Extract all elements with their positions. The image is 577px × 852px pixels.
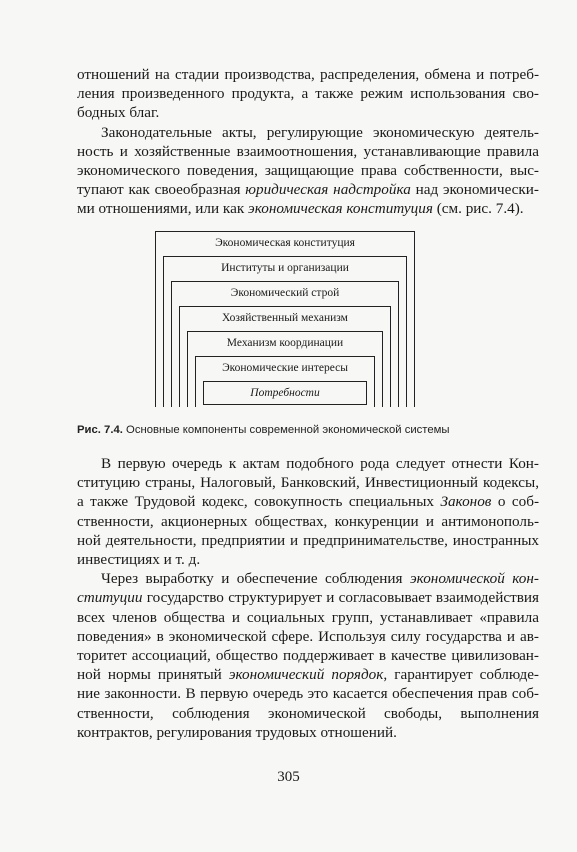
diagram-layer-label: Экономическая конституция — [215, 237, 355, 249]
italic-term: экономической кон-ституции — [77, 570, 539, 607]
text-run: государство структурирует и согласовывает взаимодействия всех членов общества и социальных групп, устанавливает «правила поведения» в экономической сфере. Используя силу государства и ав-торитет ассоциаций, общество поддерживает в качестве цивилизован-ной нормы принятый — [77, 589, 539, 684]
text-run: над экономически-ми отношениями, или как — [77, 181, 539, 218]
caption-text: Основные компоненты современной экономической системы — [122, 424, 450, 436]
paragraph — [77, 123, 539, 219]
diagram-layer-label: Экономические интересы — [222, 362, 348, 374]
text-run: Законодательные акты, регулирующие экономическую деятель-ность и хозяйственные взаимоотношения, устанавливающие правила экономического поведения, защищающие права собственности, выс-тупают как своеобразная — [77, 123, 539, 199]
text-run: В первую очередь к актам подобного рода следует отнести Кон-ституцию страны, Налоговый, Банковский, Инвестиционный кодексы, а также Трудовой кодекс, совокупность специальных — [77, 455, 539, 511]
caption-label: Рис. 7.4. — [77, 424, 123, 436]
text-block-bottom — [77, 454, 539, 742]
text-run: о соб-ственности, акционерных обществах, конкуренции и антимонополь-ной деятельности, предприятии и предпринимательстве, иностранных инвестициях и т. д. — [77, 493, 540, 569]
paragraph — [77, 65, 539, 123]
page-number: 305 — [277, 769, 300, 785]
figure-caption — [77, 424, 539, 436]
italic-term: юридическая надстройка — [245, 181, 411, 199]
diagram-layer-label: Экономический строй — [230, 287, 340, 299]
italic-term: Законов — [440, 493, 492, 511]
diagram-layer — [203, 381, 367, 405]
nested-boxes-diagram — [155, 231, 415, 407]
text-run: (см. рис. 7.4). — [432, 200, 524, 218]
paragraph — [77, 454, 539, 569]
diagram-layer-label: Хозяйственный механизм — [222, 312, 348, 324]
diagram-layer-label: Потребности — [250, 387, 320, 399]
text-run: отношений на стадии производства, распределения, обмена и потреб-ления произведенного продукта, а также режим использования сво-бодных благ. — [77, 66, 539, 122]
diagram-layer-label: Институты и организации — [221, 262, 349, 274]
diagram-layer-label: Механизм координации — [226, 337, 344, 349]
text-run: Через выработку и обеспечение соблюдения — [101, 570, 410, 588]
italic-term: экономический порядок — [228, 666, 384, 684]
paragraph — [77, 569, 539, 742]
italic-term: экономическая конституция — [248, 200, 433, 218]
text-block-top — [77, 65, 539, 219]
text-run: , гарантирует соблюде-ние законности. В первую очередь это касается обеспечения прав соб-ственности, соблюдения экономической свободы, выполнения контрактов, регулирования трудовых отношений. — [77, 666, 539, 741]
